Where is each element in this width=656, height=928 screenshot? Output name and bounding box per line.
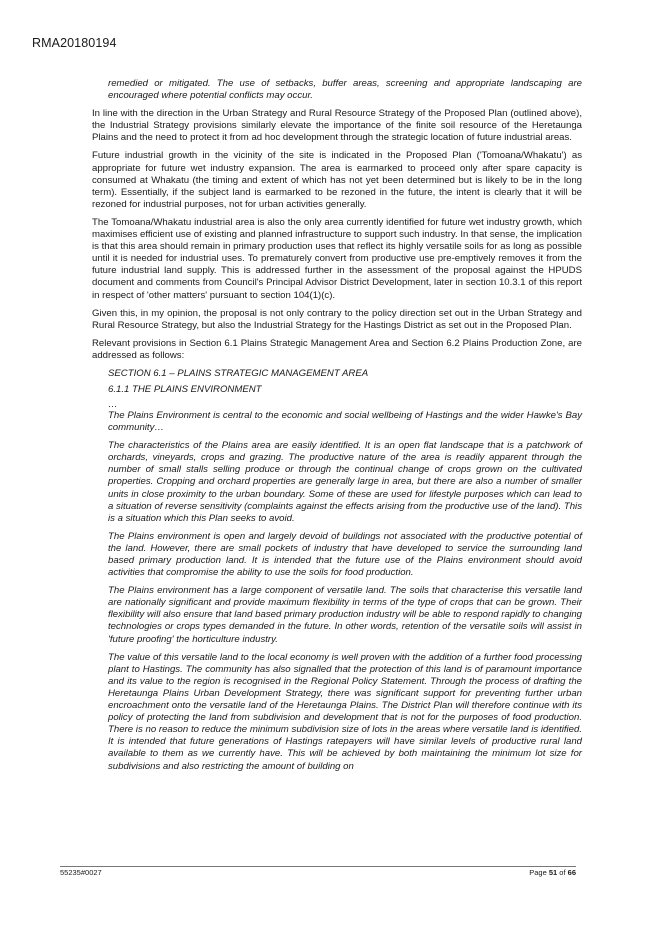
footer-divider bbox=[60, 866, 576, 867]
subsection-heading: 6.1.1 THE PLAINS ENVIRONMENT bbox=[108, 383, 262, 395]
page-label: Page bbox=[529, 868, 547, 877]
quote-paragraph: The characteristics of the Plains area are easily identified. It is an open flat landscape that is a patchwork of orchards, vineyards, crops and grazing. The productive nature of the area is readily apparent through the number of small stalls selling produce or through the continual change of crops grown on the cultivated properties. Cropping and orchard properties are generally large in area, but there are also a number of smaller units in close proximity to the urban boundary. Some of these are used for lifestyle purposes which can lead to a situation of reverse sensitivity (complaints against the effects arising from the productive use of the land). This is a situation which this Plan seeks to avoid. bbox=[108, 440, 582, 524]
quote-paragraph: The Plains Environment is central to the economic and social wellbeing of Hastings and the wider Hawke's Bay community… bbox=[108, 409, 582, 434]
page-body bbox=[92, 78, 582, 779]
paragraph-future-growth: Future industrial growth in the vicinity of the site is indicated in the Proposed Plan ('Tomoana/Whakatu') as appropriate for future wet industry expansion. The area is earmarked to proceed only after spare capacity is consumed at Whakatu (the timing and extent of which has not yet been determined but is likely to be in the long term). Essentially, if the subject land is earmarked to be rezoned in the future, the intent is clearly that it will be rezoned for industrial purposes, not for urban activities generally. bbox=[92, 150, 582, 210]
footer-page-number bbox=[529, 868, 576, 877]
ellipsis: … bbox=[108, 398, 118, 410]
quote-paragraph: The Plains environment has a large component of versatile land. The soils that characterise this versatile land are nationally significant and provide maximum flexibility in terms of the type of crops that can be grown. Their flexibility will also ensure that land based primary production industry will be able to respond rapidly to changing technologies or crops types demanded in the future. In other words, retention of the versatile soils will assist in 'future proofing' the horticulture industry. bbox=[108, 585, 582, 645]
page-current: 51 bbox=[548, 868, 558, 877]
document-reference: RMA20180194 bbox=[32, 36, 117, 50]
of-label: of bbox=[559, 868, 566, 877]
paragraph-opinion: Given this, in my opinion, the proposal is not only contrary to the policy direction set out in the Urban Strategy and Rural Resource Strategy, but also the Industrial Strategy for the Hastings District as set out in the Proposed Plan. bbox=[92, 307, 582, 331]
footer-document-id: 55235#0027 bbox=[60, 868, 102, 877]
paragraph-relevant-provisions: Relevant provisions in Section 6.1 Plains Strategic Management Area and Section 6.2 Plains Production Zone, are addressed as follows: bbox=[92, 337, 582, 361]
quoted-text-continuation: remedied or mitigated. The use of setbacks, buffer areas, screening and appropriate landscaping are encouraged where potential conflicts may occur. bbox=[108, 78, 582, 102]
paragraph-industrial-strategy: In line with the direction in the Urban Strategy and Rural Resource Strategy of the Proposed Plan (outlined above), the Industrial Strategy provisions similarly elevate the importance of the finite soil resource of the Heretaunga Plains and the need to protect it from ad hoc development through the strategic location of future industrial areas. bbox=[92, 108, 582, 144]
page-total: 66 bbox=[567, 868, 576, 877]
section-heading: SECTION 6.1 – PLAINS STRATEGIC MANAGEMENT AREA bbox=[108, 367, 369, 379]
quote-paragraph: The Plains environment is open and largely devoid of buildings not associated with the productive potential of the land. However, there are small pockets of industry that have developed to service the surrounding land based primary production land. It is intended that the future use of the Plains environment should avoid activities that compromise the ability to use the soils for food production. bbox=[108, 530, 582, 579]
quote-paragraph: The value of this versatile land to the local economy is well proven with the addition of a further food processing plant to Hastings. The community has also signalled that the protection of this land is of paramount importance and its value to the region is recognised in the Regional Policy Statement. Through the process of drafting the Heretaunga Plains Urban Development Strategy, there was significant support for preventing further urban encroachment onto the versatile land of the Heretaunga Plains. The District Plan will therefore continue with its policy of protecting the land from subdivision and development that is not for the purposes of food production. There is no reason to reduce the minimum subdivision size of lots in the areas where versatile land is identified. It is intended that future generations of Hastings ratepayers will have similar levels of productive rural land available to them as we currently have. This will be achieved by both maintaining the minimum lot size for subdivisions and also restricting the amount of building on bbox=[108, 651, 582, 772]
paragraph-tomoana-whakatu: The Tomoana/Whakatu industrial area is also the only area currently identified for future wet industry growth, which maximises efficient use of existing and planned infrastructure to support such industry. In that sense, the implication is that this area should remain in primary production uses that reflect its highly versatile soils for as long as possible until it is needed for industrial uses. To prematurely convert from productive use pre-emptively removes it from the future industrial land supply. This is addressed further in the assessment of the proposal against the HPUDS document and comments from Council's Principal Advisor District Development, later in section 10.3.1 of this report in respect of 'other matters' pursuant to section 104(1)(c). bbox=[92, 216, 582, 301]
